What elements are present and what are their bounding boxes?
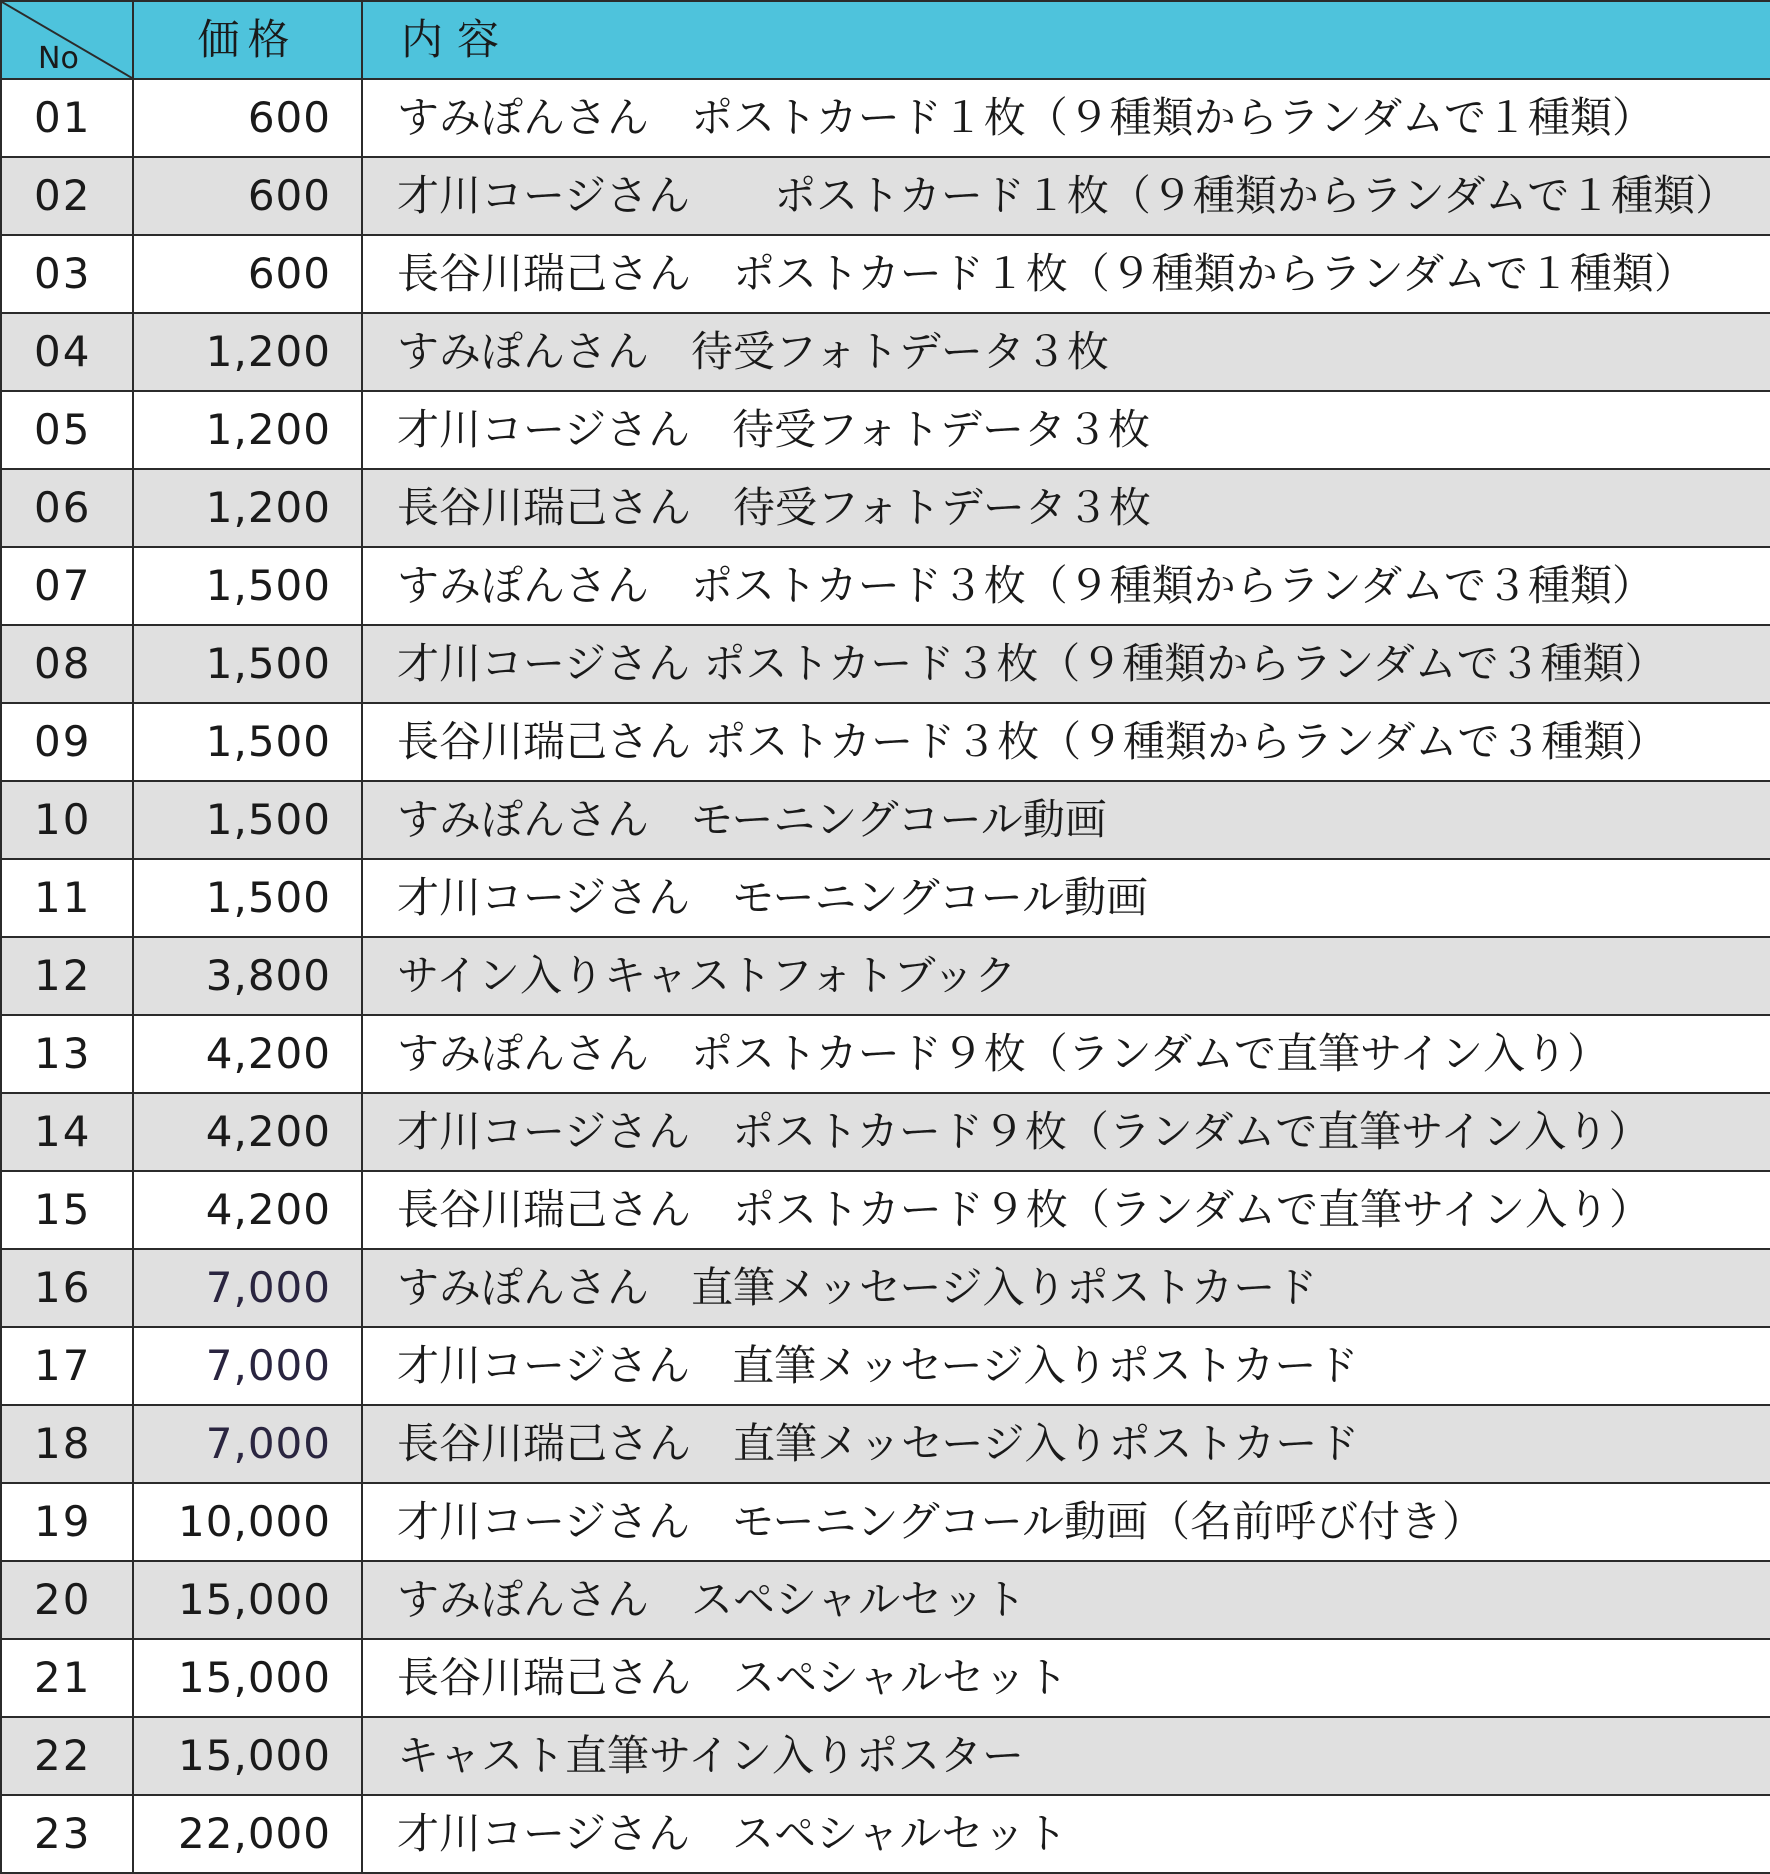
row-no: 15 [1,1171,133,1249]
row-desc: すみぽんさん ポストカード３枚（９種類からランダムで３種類） [362,547,1770,625]
row-desc: すみぽんさん モーニングコール動画 [362,781,1770,859]
table-row [1,625,1770,703]
row-no: 07 [1,547,133,625]
row-no: 17 [1,1327,133,1405]
row-price: 600 [133,235,362,313]
header-price: 価格 [133,1,362,79]
header-desc: 内容 [362,1,1770,79]
row-price: 1,500 [133,859,362,937]
table-row [1,1171,1770,1249]
row-price: 1,500 [133,703,362,781]
row-desc: 長谷川瑞己さん スペシャルセット [362,1639,1770,1717]
row-price: 10,000 [133,1483,362,1561]
row-no: 11 [1,859,133,937]
row-no: 03 [1,235,133,313]
row-desc: すみぽんさん スペシャルセット [362,1561,1770,1639]
table-row [1,235,1770,313]
row-price: 1,200 [133,391,362,469]
table-row [1,1717,1770,1795]
row-no: 13 [1,1015,133,1093]
row-no: 16 [1,1249,133,1327]
row-desc: 才川コージさん 待受フォトデータ３枚 [362,391,1770,469]
row-desc: 才川コージさん スペシャルセット [362,1795,1770,1873]
row-price: 15,000 [133,1639,362,1717]
table-row [1,703,1770,781]
table-row [1,313,1770,391]
table-row [1,781,1770,859]
header-no [1,1,133,79]
row-price: 7,000 [133,1249,362,1327]
row-desc: すみぽんさん 待受フォトデータ３枚 [362,313,1770,391]
row-no: 19 [1,1483,133,1561]
table-row [1,1405,1770,1483]
row-price: 1,500 [133,547,362,625]
row-no: 20 [1,1561,133,1639]
table-row [1,937,1770,1015]
row-desc: すみぽんさん ポストカード９枚（ランダムで直筆サイン入り） [362,1015,1770,1093]
row-desc: 長谷川瑞己さん ポストカード３枚（９種類からランダムで３種類） [362,703,1770,781]
row-no: 10 [1,781,133,859]
row-no: 14 [1,1093,133,1171]
row-price: 4,200 [133,1093,362,1171]
table-row [1,1561,1770,1639]
row-no: 21 [1,1639,133,1717]
table-row [1,1327,1770,1405]
row-price: 7,000 [133,1405,362,1483]
table-row [1,1483,1770,1561]
row-price: 3,800 [133,937,362,1015]
row-price: 7,000 [133,1327,362,1405]
table-row [1,1015,1770,1093]
row-price: 15,000 [133,1561,362,1639]
row-desc: 才川コージさん ポストカード３枚（９種類からランダムで３種類） [362,625,1770,703]
row-price: 1,500 [133,781,362,859]
row-no: 22 [1,1717,133,1795]
row-desc: 才川コージさん モーニングコール動画 [362,859,1770,937]
row-no: 12 [1,937,133,1015]
row-desc: 才川コージさん 直筆メッセージ入りポストカード [362,1327,1770,1405]
table-row [1,859,1770,937]
row-desc: キャスト直筆サイン入りポスター [362,1717,1770,1795]
row-no: 18 [1,1405,133,1483]
row-desc: すみぽんさん ポストカード１枚（９種類からランダムで１種類） [362,79,1770,157]
row-no: 09 [1,703,133,781]
row-desc: すみぽんさん 直筆メッセージ入りポストカード [362,1249,1770,1327]
row-no: 02 [1,157,133,235]
row-price: 1,500 [133,625,362,703]
row-price: 4,200 [133,1015,362,1093]
row-price: 1,200 [133,313,362,391]
row-no: 08 [1,625,133,703]
row-desc: 才川コージさん ポストカード９枚（ランダムで直筆サイン入り） [362,1093,1770,1171]
row-desc: サイン入りキャストフォトブック [362,937,1770,1015]
row-desc: 長谷川瑞己さん 直筆メッセージ入りポストカード [362,1405,1770,1483]
row-desc: 才川コージさん ポストカード１枚（９種類からランダムで１種類） [362,157,1770,235]
row-no: 01 [1,79,133,157]
row-price: 22,000 [133,1795,362,1873]
row-price: 15,000 [133,1717,362,1795]
table-row [1,391,1770,469]
row-no: 05 [1,391,133,469]
table-row [1,1093,1770,1171]
table-row [1,1249,1770,1327]
row-no: 23 [1,1795,133,1873]
header-row [1,1,1770,79]
table-row [1,1795,1770,1873]
row-desc: 長谷川瑞己さん 待受フォトデータ３枚 [362,469,1770,547]
row-desc: 長谷川瑞己さん ポストカード９枚（ランダムで直筆サイン入り） [362,1171,1770,1249]
row-price: 1,200 [133,469,362,547]
row-desc: 長谷川瑞己さん ポストカード１枚（９種類からランダムで１種類） [362,235,1770,313]
row-price: 4,200 [133,1171,362,1249]
row-no: 04 [1,313,133,391]
row-no: 06 [1,469,133,547]
header-no-label: No [38,41,79,76]
table-row [1,469,1770,547]
row-price: 600 [133,157,362,235]
table-body [1,79,1770,1873]
row-desc: 才川コージさん モーニングコール動画（名前呼び付き） [362,1483,1770,1561]
table-row [1,79,1770,157]
table-row [1,157,1770,235]
table-row [1,547,1770,625]
table-row [1,1639,1770,1717]
table-header [1,1,1770,79]
row-price: 600 [133,79,362,157]
